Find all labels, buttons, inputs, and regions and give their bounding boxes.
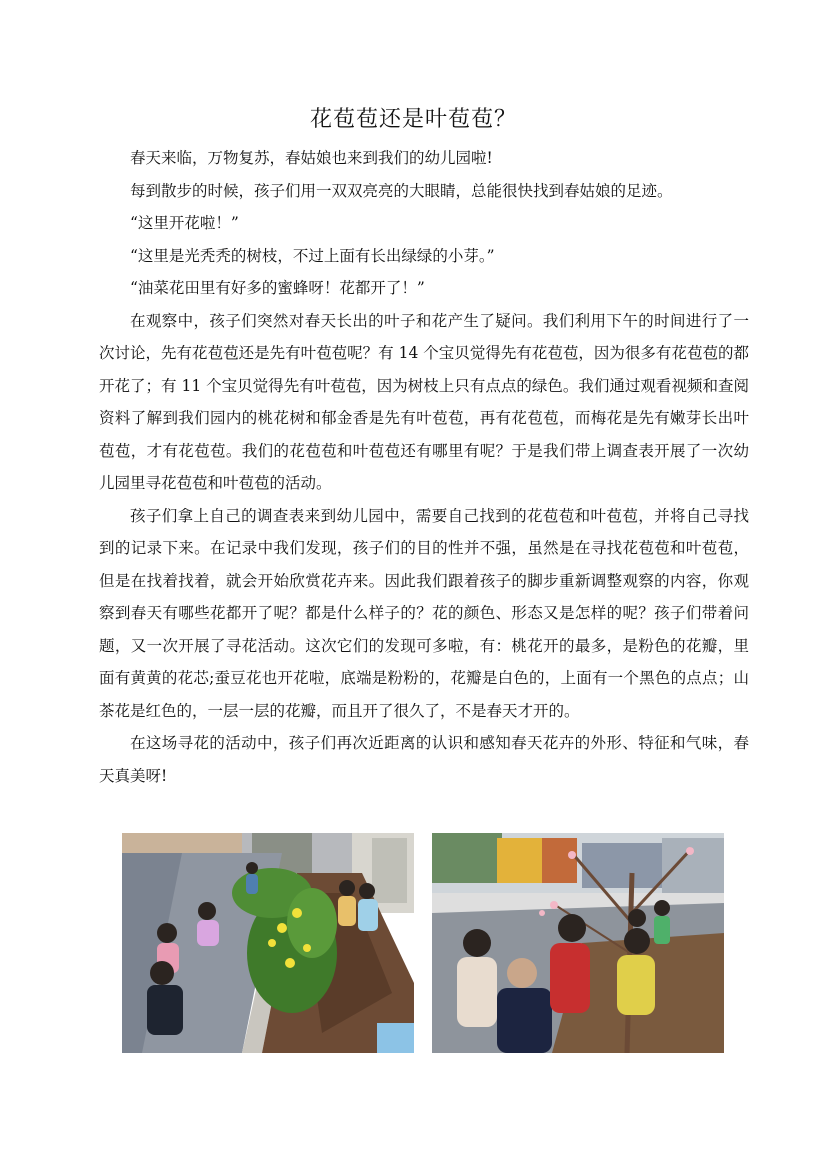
paragraph: 在这场寻花的活动中，孩子们再次近距离的认识和感知春天花卉的外形、特征和气味，春天真美呀!: [99, 734, 749, 785]
photo-right-image: [432, 833, 724, 1053]
paragraph: “这里开花啦！”: [130, 214, 239, 232]
photo-children-peach-tree: [432, 833, 724, 1053]
photo-children-garden-flowerbed: [122, 833, 414, 1053]
photo-left-image: [122, 833, 414, 1053]
paragraph: 每到散步的时候，孩子们用一双双亮亮的大眼睛，总能很快找到春姑娘的足迹。: [130, 181, 673, 200]
paragraph: 在观察中，孩子们突然对春天长出的叶子和花产生了疑问。我们利用下午的时间进行了一次讨论，先有花苞苞还是先有叶苞苞呢？有 14 个宝贝觉得先有花苞苞，因为很多有花苞苞的都开花了；有 11 个宝贝觉得先有叶苞苞，因为树枝上只有点点的绿色。我们通过观看视频和查阅资料了解到我们园内的桃花树和郁金香是先有叶苞苞，再有花苞苞，而梅花是先有嫩芽长出叶苞苞，才有花苞苞。我们的花苞苞和叶苞苞还有哪里有呢？于是我们带上调查表开展了一次幼儿园里寻花苞苞和叶苞苞的活动。: [99, 311, 749, 492]
paragraph: “这里是光秃秃的树枝，不过上面有长出绿绿的小芽。”: [130, 246, 495, 265]
article-body: [99, 142, 749, 792]
paragraph: 春天来临，万物复苏，春姑娘也来到我们的幼儿园啦!: [130, 149, 493, 167]
paragraph: “油菜花田里有好多的蜜蜂呀！花都开了！”: [130, 279, 425, 297]
paragraph: 孩子们拿上自己的调查表来到幼儿园中，需要自己找到的花苞苞和叶苞苞，并将自己寻找到的记录下来。在记录中我们发现，孩子们的目的性并不强，虽然是在寻找花苞苞和叶苞苞，但是在找着找着，就会开始欣赏花卉来。因此我们跟着孩子的脚步重新调整观察的内容，你观察到春天有哪些花都开了呢？都是什么样子的？花的颜色、形态又是怎样的呢？孩子们带着问题，又一次开展了寻花活动。这次它们的发现可多啦，有：桃花开的最多，是粉色的花瓣，里面有黄黄的花芯;蚕豆花也开花啦，底端是粉粉的，花瓣是白色的，上面有一个黑色的点点；山茶花是红色的，一层一层的花瓣，而且开了很久了，不是春天才开的。: [99, 506, 749, 720]
page-title: 花苞苞还是叶苞苞？: [309, 107, 517, 132]
